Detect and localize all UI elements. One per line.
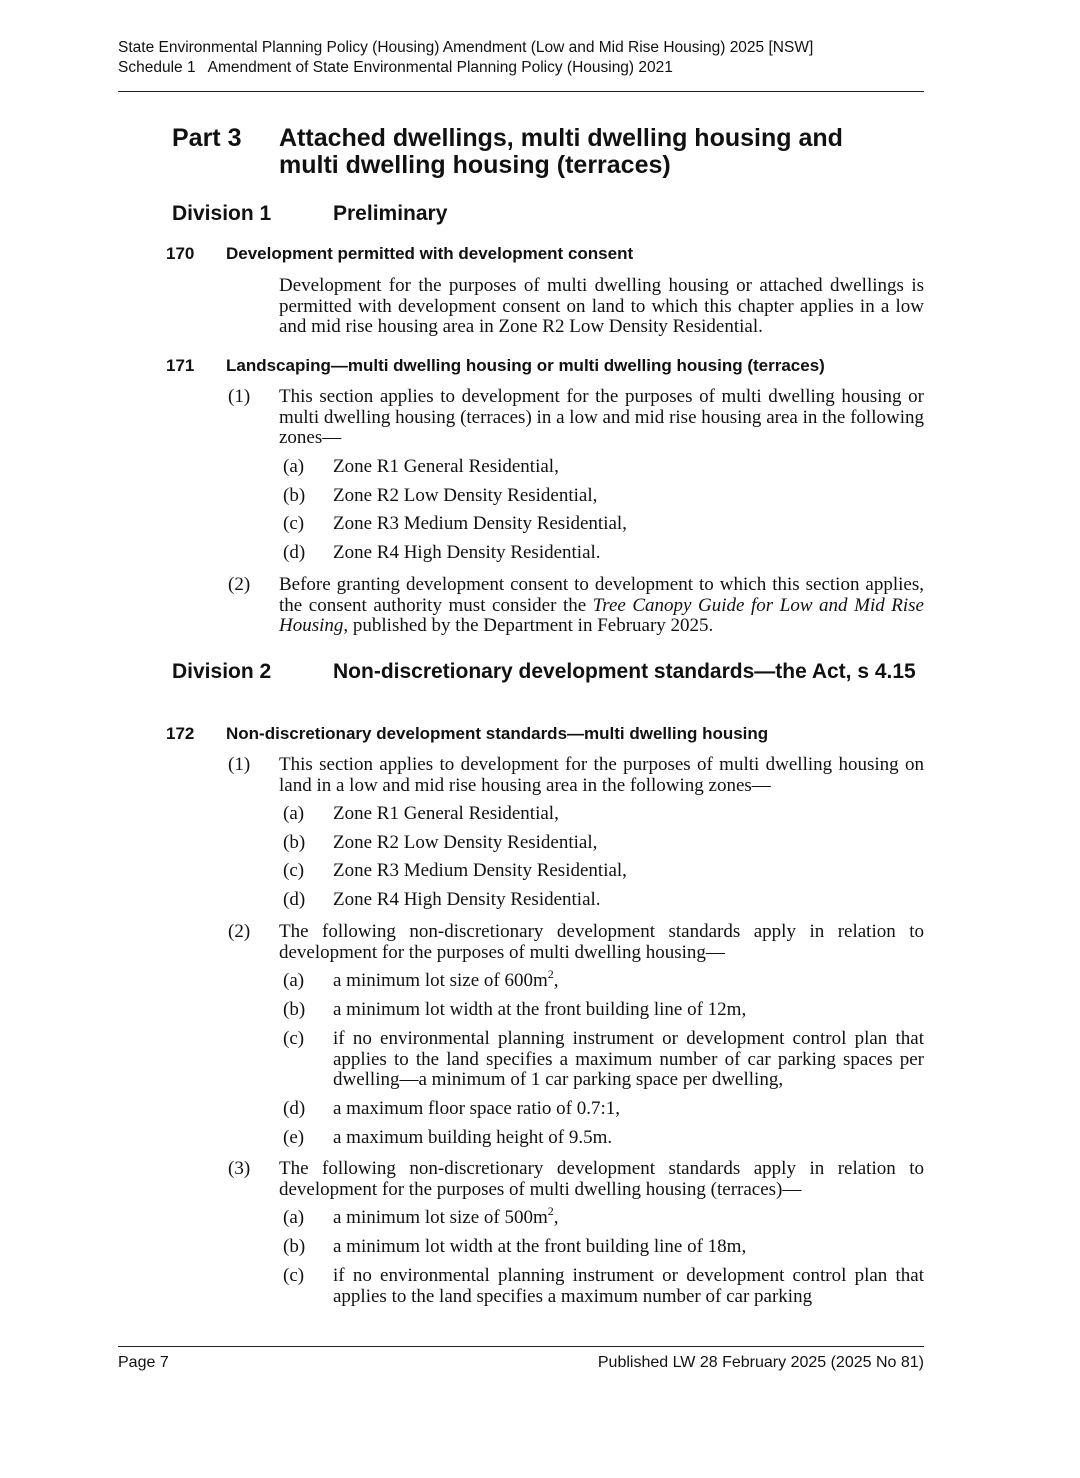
item-label: (e) bbox=[283, 1127, 305, 1148]
page-number: Page 7 bbox=[118, 1354, 169, 1371]
item-text bbox=[333, 1204, 924, 1229]
superscript: 2 bbox=[547, 967, 554, 981]
item-text bbox=[333, 967, 924, 992]
item-text: Zone R1 General Residential, bbox=[333, 803, 559, 824]
item-label: (c) bbox=[283, 1265, 305, 1286]
section-title: Non-discretionary development standards—multi dwelling housing bbox=[226, 724, 769, 743]
text-run: a minimum lot size of 500m bbox=[333, 1207, 548, 1228]
item-text: Zone R1 General Residential, bbox=[333, 456, 559, 477]
item-text: if no environmental planning instrument or development control plan that applies to the land specifies a maximum number of car parking bbox=[333, 1265, 924, 1307]
superscript: 2 bbox=[547, 1204, 554, 1218]
item-label: (a) bbox=[283, 803, 305, 824]
item-label: (a) bbox=[283, 970, 305, 991]
subsection-text bbox=[279, 575, 924, 637]
section-number: 171 bbox=[166, 356, 195, 375]
text-run: , bbox=[553, 1207, 559, 1228]
item-label: (c) bbox=[283, 860, 305, 881]
item-label: (b) bbox=[283, 1236, 306, 1257]
section-number: 172 bbox=[166, 724, 195, 743]
publication-note: Published LW 28 February 2025 (2025 No 81) bbox=[597, 1354, 924, 1371]
text-run: Before granting development consent to development to which this section applies, the consent authority must consider the bbox=[279, 574, 924, 616]
item-text: Zone R3 Medium Density Residential, bbox=[333, 513, 627, 534]
subsection-label: (1) bbox=[228, 386, 251, 407]
item-text: Zone R2 Low Density Residential, bbox=[333, 485, 598, 506]
item-text: Zone R3 Medium Density Residential, bbox=[333, 860, 627, 881]
item-text: a maximum building height of 9.5m. bbox=[333, 1127, 613, 1148]
item-text: Zone R4 High Density Residential. bbox=[333, 889, 601, 910]
item-label: (d) bbox=[283, 1098, 306, 1119]
section-170-text: Development for the purposes of multi dwelling housing or attached dwellings is permitted with development consent on land to which this chapter applies in a low and mid rise housing area in Zone R2 Low Density Residential. bbox=[279, 275, 924, 337]
header-divider bbox=[118, 91, 924, 92]
item-label: (b) bbox=[283, 832, 306, 853]
item-label: (d) bbox=[283, 889, 306, 910]
running-header bbox=[118, 38, 813, 78]
item-text: a minimum lot width at the front building line of 12m, bbox=[333, 999, 747, 1020]
guide-title: Tree Canopy Guide for Low and Mid Rise Housing bbox=[279, 594, 924, 636]
item-label: (d) bbox=[283, 542, 306, 563]
subsection-label: (2) bbox=[228, 574, 251, 595]
division-title: Preliminary bbox=[333, 202, 448, 225]
subsection-text: The following non-discretionary development standards apply in relation to development for the purposes of multi dwelling housing (terraces)— bbox=[279, 1158, 924, 1200]
item-label: (b) bbox=[283, 485, 306, 506]
division-title: Non-discretionary development standards—the Act, s 4.15 bbox=[333, 660, 916, 683]
part-title: Attached dwellings, multi dwelling housing and multi dwelling housing (terraces) bbox=[279, 124, 843, 179]
subsection-text: This section applies to development for the purposes of multi dwelling housing or multi dwelling housing (terraces) in a low and mid rise housing area in the following zones— bbox=[279, 386, 924, 448]
division-number: Division 1 bbox=[172, 202, 272, 225]
item-text: Zone R2 Low Density Residential, bbox=[333, 832, 598, 853]
item-text: if no environmental planning instrument or development control plan that applies to the land specifies a maximum number of car parking spaces per dwelling—a minimum of 1 car parking space per dwelling, bbox=[333, 1028, 924, 1090]
subsection-label: (3) bbox=[228, 1158, 251, 1179]
item-label: (c) bbox=[283, 513, 305, 534]
text-run: , published by the Department in February 2025. bbox=[343, 615, 714, 636]
item-text: a minimum lot width at the front building line of 18m, bbox=[333, 1236, 747, 1257]
subsection-text: The following non-discretionary development standards apply in relation to development for the purposes of multi dwelling housing— bbox=[279, 921, 924, 963]
part-number: Part 3 bbox=[172, 124, 242, 152]
subsection-label: (1) bbox=[228, 754, 251, 775]
section-title: Development permitted with development consent bbox=[226, 244, 634, 263]
text-run: a minimum lot size of 600m bbox=[333, 970, 548, 991]
item-text: Zone R4 High Density Residential. bbox=[333, 542, 601, 563]
item-label: (a) bbox=[283, 456, 305, 477]
section-number: 170 bbox=[166, 244, 195, 263]
section-title: Landscaping—multi dwelling housing or multi dwelling housing (terraces) bbox=[226, 356, 825, 375]
subsection-text: This section applies to development for the purposes of multi dwelling housing on land in a low and mid rise housing area in the following zones— bbox=[279, 754, 924, 796]
item-text: a maximum floor space ratio of 0.7:1, bbox=[333, 1098, 621, 1119]
footer-divider bbox=[118, 1346, 924, 1347]
item-label: (c) bbox=[283, 1028, 305, 1049]
item-label: (b) bbox=[283, 999, 306, 1020]
item-label: (a) bbox=[283, 1207, 305, 1228]
division-number: Division 2 bbox=[172, 660, 272, 683]
header-schedule: Schedule 1 Amendment of State Environmental Planning Policy (Housing) 2021 bbox=[118, 59, 673, 76]
subsection-label: (2) bbox=[228, 921, 251, 942]
header-title: State Environmental Planning Policy (Housing) Amendment (Low and Mid Rise Housing) 2025 [NSW] bbox=[118, 39, 814, 56]
text-run: , bbox=[553, 970, 559, 991]
